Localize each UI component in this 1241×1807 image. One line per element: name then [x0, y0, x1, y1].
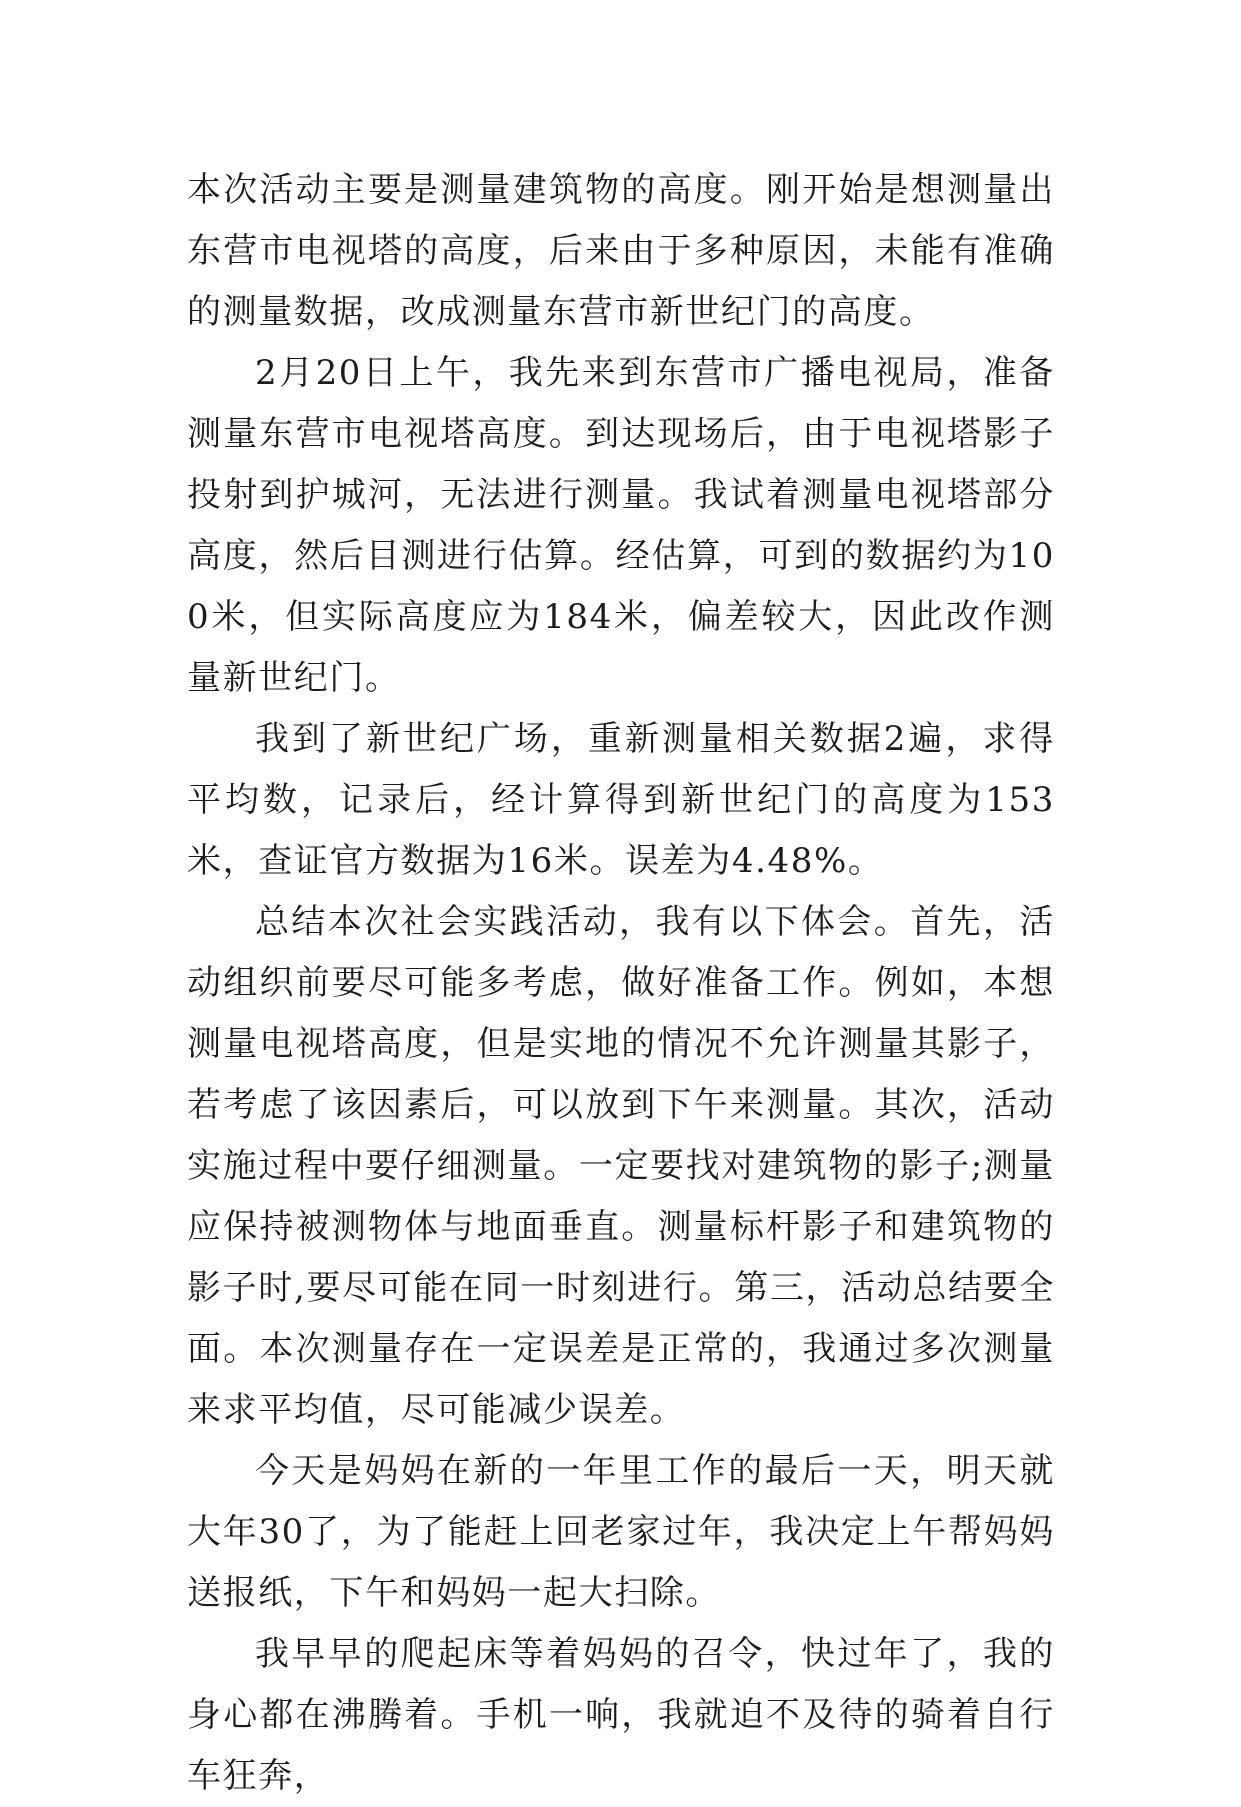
paragraph-3: 我到了新世纪广场，重新测量相关数据2遍，求得平均数，记录后，经计算得到新世纪门的高度为153米，查证官方数据为16米。误差为4.48%。 [187, 719, 1055, 881]
paragraph-2: 2月20日上午，我先来到东营市广播电视局，准备测量东营市电视塔高度。到达现场后，由于电视塔影子投射到护城河，无法进行测量。我试着测量电视塔部分高度，然后目测进行估算。经估算，可到的数据约为100米，但实际高度应为184米，偏差较大，因此改作测量新世纪门。 [187, 353, 1055, 698]
paragraph-5: 今天是妈妈在新的一年里工作的最后一天，明天就大年30了，为了能赶上回老家过年，我决定上午帮妈妈送报纸，下午和妈妈一起大扫除。 [187, 1451, 1055, 1613]
paragraph-4: 总结本次社会实践活动，我有以下体会。首先，活动组织前要尽可能多考虑，做好准备工作。例如，本想测量电视塔高度，但是实地的情况不允许测量其影子，若考虑了该因素后，可以放到下午来测量。其次，活动实施过程中要仔细测量。一定要找对建筑物的影子;测量应保持被测物体与地面垂直。测量标杆影子和建筑物的影子时,要尽可能在同一时刻进行。第三，活动总结要全面。本次测量存在一定误差是正常的，我通过多次测量来求平均值，尽可能减少误差。 [187, 902, 1055, 1430]
paragraph-1: 本次活动主要是测量建筑物的高度。刚开始是想测量出东营市电视塔的高度，后来由于多种原因，未能有准确的测量数据，改成测量东营市新世纪门的高度。 [187, 170, 1055, 332]
paragraph-6: 我早早的爬起床等着妈妈的召令，快过年了，我的身心都在沸腾着。手机一响，我就迫不及待的骑着自行车狂奔， [187, 1634, 1055, 1796]
document-body [187, 160, 1055, 1807]
